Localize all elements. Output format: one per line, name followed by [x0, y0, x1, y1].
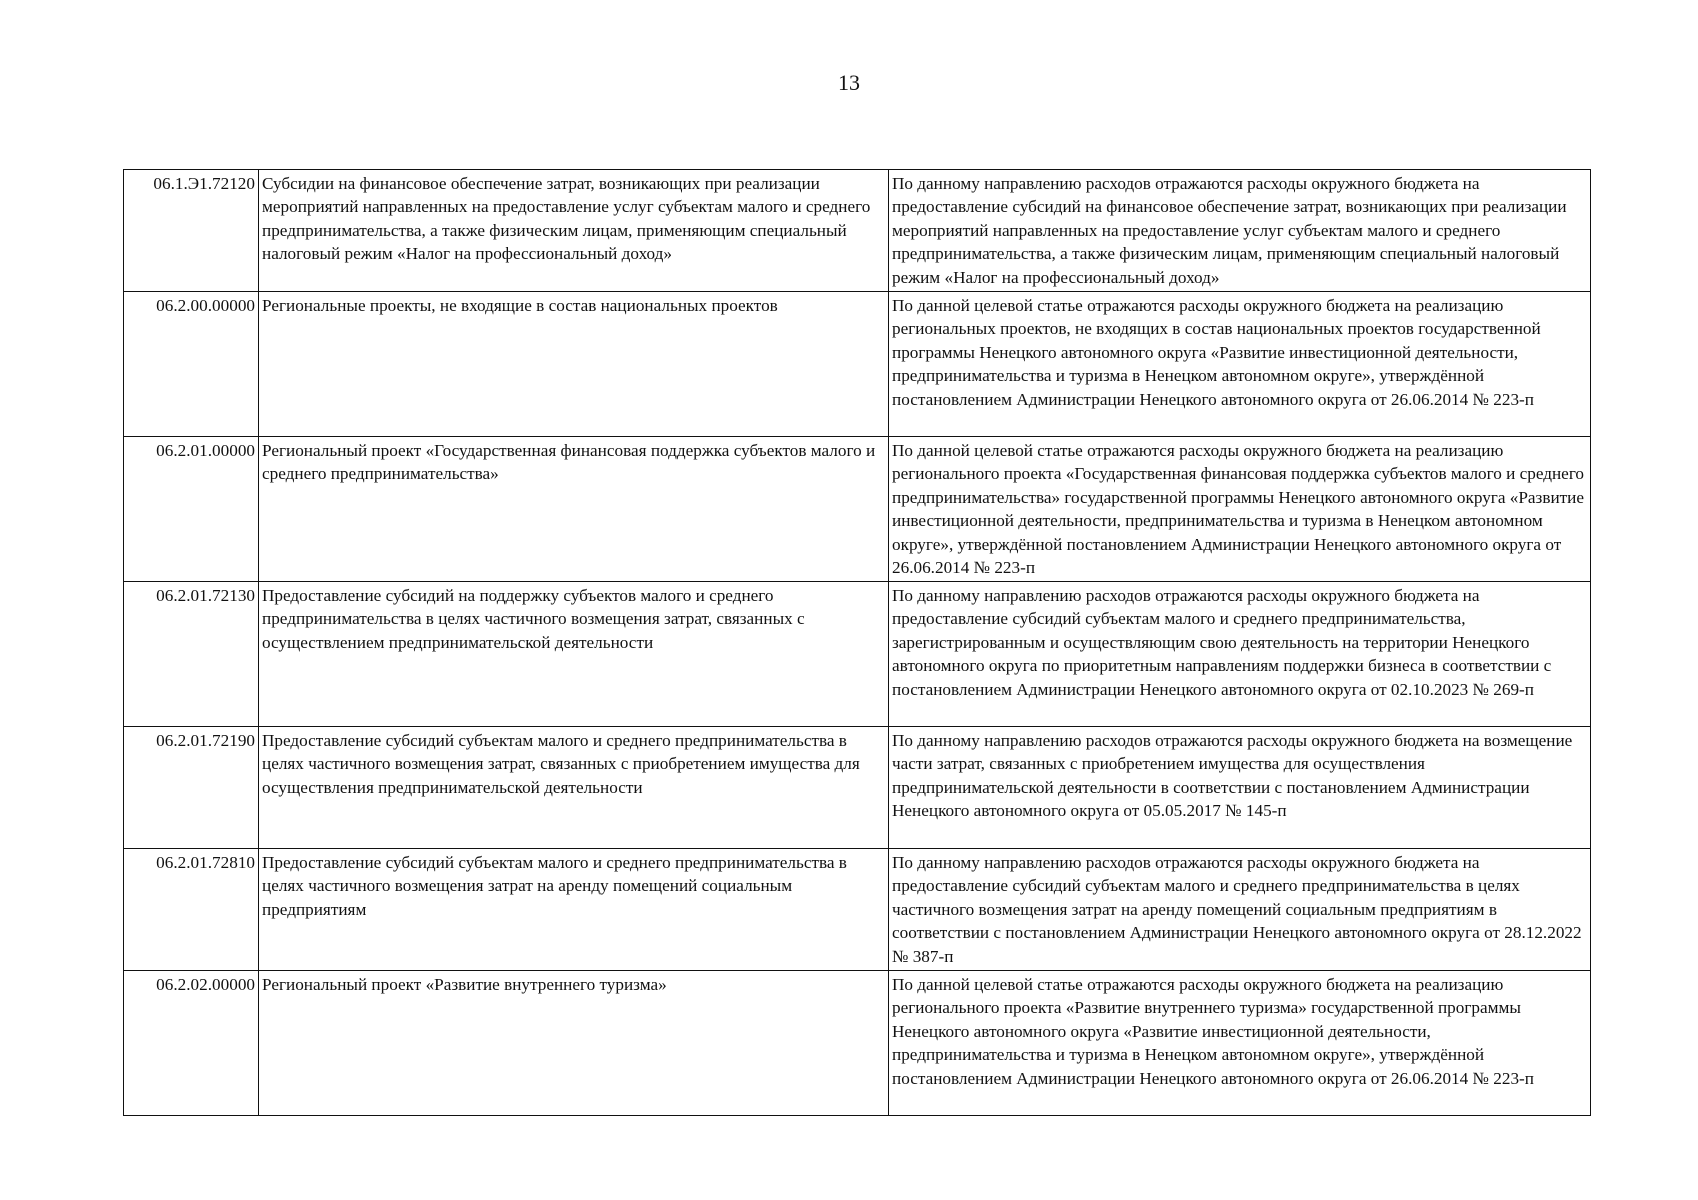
row-description: По данному направлению расходов отражаются расходы окружного бюджета на предоставление субсидий субъектам малого и среднего предпринимательства, зарегистрированным и осуществляющим свою деятельность на территории Ненецкого автономного округа по приоритетным направлениям поддержки бизнеса в соответствии с постановлением Администрации Ненецкого автономного округа от 02.10.2023 № 269-п — [889, 582, 1591, 727]
row-description: По данной целевой статье отражаются расходы окружного бюджета на реализацию регионального проекта «Государственная финансовая поддержка субъектов малого и среднего предпринимательства» государственной программы Ненецкого автономного округа «Развитие инвестиционной деятельности, предпринимательства и туризма в Ненецком автономном округе», утверждённой постановлением Администрации Ненецкого автономного округа от 26.06.2014 № 223-п — [889, 437, 1591, 582]
row-code: 06.2.01.72810 — [124, 849, 259, 971]
row-code: 06.2.01.72190 — [124, 727, 259, 849]
budget-classification-table — [123, 169, 1591, 1116]
row-description: По данному направлению расходов отражаются расходы окружного бюджета на предоставление субсидий на финансовое обеспечение затрат, возникающих при реализации мероприятий направленных на предоставление услуг субъектам малого и среднего предпринимательства, а также физическим лицам, применяющим специальный налоговый режим «Налог на профессиональный доход» — [889, 170, 1591, 292]
table-row — [124, 971, 1591, 1116]
table-row — [124, 437, 1591, 582]
row-description: По данному направлению расходов отражаются расходы окружного бюджета на возмещение части затрат, связанных с приобретением имущества для осуществления предпринимательской деятельности в соответствии с постановлением Администрации Ненецкого автономного округа от 05.05.2017 № 145-п — [889, 727, 1591, 849]
row-code: 06.2.01.00000 — [124, 437, 259, 582]
row-code: 06.2.02.00000 — [124, 971, 259, 1116]
row-description: По данной целевой статье отражаются расходы окружного бюджета на реализацию регионального проекта «Развитие внутреннего туризма» государственной программы Ненецкого автономного округа «Развитие инвестиционной деятельности, предпринимательства и туризма в Ненецком автономном округе», утверждённой постановлением Администрации Ненецкого автономного округа от 26.06.2014 № 223-п — [889, 971, 1591, 1116]
row-code: 06.2.01.72130 — [124, 582, 259, 727]
row-name: Предоставление субсидий на поддержку субъектов малого и среднего предпринимательства в целях частичного возмещения затрат, связанных с осуществлением предпринимательской деятельности — [259, 582, 889, 727]
row-name: Региональные проекты, не входящие в состав национальных проектов — [259, 292, 889, 437]
row-description: По данному направлению расходов отражаются расходы окружного бюджета на предоставление субсидий субъектам малого и среднего предпринимательства в целях частичного возмещения затрат на аренду помещений социальным предприятиям в соответствии с постановлением Администрации Ненецкого автономного округа от 28.12.2022 № 387-п — [889, 849, 1591, 971]
row-description: По данной целевой статье отражаются расходы окружного бюджета на реализацию региональных проектов, не входящих в состав национальных проектов государственной программы Ненецкого автономного округа «Развитие инвестиционной деятельности, предпринимательства и туризма в Ненецком автономном округе», утверждённой постановлением Администрации Ненецкого автономного округа от 26.06.2014 № 223-п — [889, 292, 1591, 437]
page-number: 13 — [838, 70, 860, 95]
table-row — [124, 292, 1591, 437]
table-row — [124, 582, 1591, 727]
table-row — [124, 727, 1591, 849]
row-name: Региональный проект «Развитие внутреннего туризма» — [259, 971, 889, 1116]
table-row — [124, 849, 1591, 971]
row-name: Предоставление субсидий субъектам малого и среднего предпринимательства в целях частичного возмещения затрат на аренду помещений социальным предприятиям — [259, 849, 889, 971]
row-name: Субсидии на финансовое обеспечение затрат, возникающих при реализации мероприятий направленных на предоставление услуг субъектам малого и среднего предпринимательства, а также физическим лицам, применяющим специальный налоговый режим «Налог на профессиональный доход» — [259, 170, 889, 292]
row-name: Предоставление субсидий субъектам малого и среднего предпринимательства в целях частичного возмещения затрат, связанных с приобретением имущества для осуществления предпринимательской деятельности — [259, 727, 889, 849]
row-code: 06.1.Э1.72120 — [124, 170, 259, 292]
table-row — [124, 170, 1591, 292]
row-code: 06.2.00.00000 — [124, 292, 259, 437]
row-name: Региональный проект «Государственная финансовая поддержка субъектов малого и среднего предпринимательства» — [259, 437, 889, 582]
